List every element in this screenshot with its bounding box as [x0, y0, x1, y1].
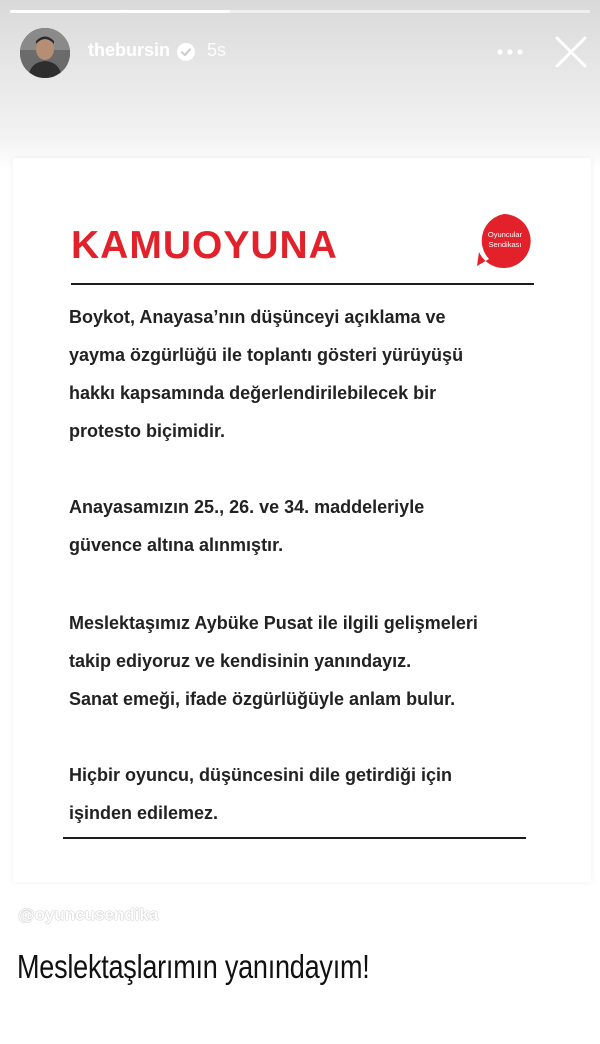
statement-title: KAMUOYUNA [71, 224, 338, 267]
story-progress-bar [10, 10, 590, 13]
oyuncular-sendikasi-logo [475, 212, 533, 268]
paragraph-constitution: Anayasamızın 25., 26. ve 34. maddeleriyle güvence altına alınmıştır. [69, 497, 425, 555]
avatar[interactable] [20, 28, 70, 78]
avatar-image [20, 28, 70, 78]
close-icon [553, 34, 589, 70]
more-options-button[interactable] [495, 40, 525, 64]
source-watermark: @oyuncusendika [18, 905, 159, 924]
paragraph-no-actor: Hiçbir oyuncu, düşüncesini dile getirdiği için işinden edilemez. [69, 765, 453, 823]
bottom-divider [63, 837, 526, 839]
title-divider [71, 283, 534, 285]
statement-card [13, 158, 591, 882]
verified-badge-icon [177, 43, 195, 61]
close-button[interactable] [553, 34, 589, 70]
logo-text-line2: Sendikası [488, 240, 522, 249]
story-timestamp: 5s [207, 40, 227, 60]
more-horizontal-icon [495, 40, 525, 64]
story-progress-fill [10, 10, 230, 13]
paragraph-boycott: Boykot, Anayasa’nın düşünceyi açıklama ve yayma özgürlüğü ile toplantı gösteri yürüyüşü hakkı kapsamında değerlendirilebilecek bir protesto biçimidir. [69, 307, 464, 441]
logo-text-line1: Oyuncular [487, 230, 523, 239]
paragraph-colleague: Meslektaşımız Aybüke Pusat ile ilgili gelişmeleri takip ediyoruz ve kendisinin yanındayız. Sanat emeği, ifade özgürlüğüyle anlam bulur. [69, 613, 478, 709]
username-link[interactable]: thebursin [88, 40, 171, 60]
story-caption: Meslektaşlarımın yanındayım! [17, 948, 370, 985]
story-header-gradient [0, 0, 600, 170]
